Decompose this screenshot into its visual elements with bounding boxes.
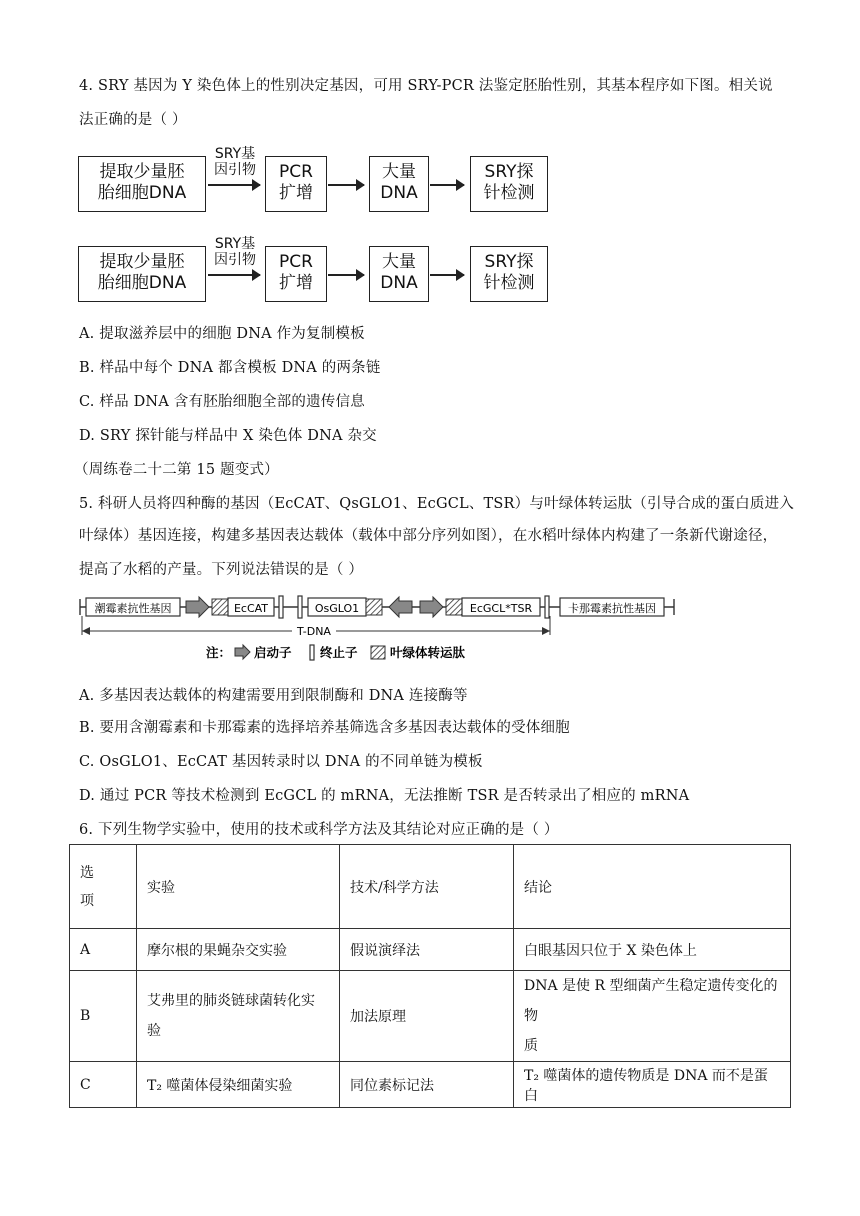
q5-stem-line3: 提高了水稻的产量。下列说法错误的是（ ） xyxy=(79,562,364,578)
header-conclusion: 结论 xyxy=(514,845,791,929)
q4-source-note: （周练卷二十二第 15 题变式） xyxy=(74,462,279,478)
legend-note-prefix: 注： xyxy=(206,645,232,660)
table-row xyxy=(70,1062,791,1108)
eccat-label: EcCAT xyxy=(233,602,269,615)
sry-primer-label: SRY基 因引物 xyxy=(214,146,256,178)
row-conclusion: 白眼基因只位于 X 染色体上 xyxy=(514,929,791,971)
tdna-vector-diagram xyxy=(78,590,678,662)
header-experiment: 实验 xyxy=(137,845,340,929)
extract-dna-box: 提取少量胚 胎细胞DNA xyxy=(78,246,206,302)
legend-promoter-icon xyxy=(235,645,250,659)
terminator-icon xyxy=(279,596,283,618)
terminator-icon xyxy=(298,596,302,618)
sry-probe-box: SRY探 针检测 xyxy=(470,246,548,302)
q4-option-d: D. SRY 探针能与样品中 X 染色体 DNA 杂交 xyxy=(79,428,377,444)
flow-arrow xyxy=(430,274,464,276)
sry-primer-label: SRY基 因引物 xyxy=(214,236,256,268)
row-method: 假说演绎法 xyxy=(340,929,514,971)
header-option: 选 项 xyxy=(70,845,137,929)
q4-flowchart-2 xyxy=(78,236,638,304)
q5-option-a: A. 多基因表达载体的构建需要用到限制酶和 DNA 连接酶等 xyxy=(79,688,468,704)
hyg-gene-label: 潮霉素抗性基因 xyxy=(94,602,172,615)
flow-arrow xyxy=(208,184,260,186)
q6-stem: 6. 下列生物学实验中，使用的技术或科学方法及其结论对应正确的是（ ） xyxy=(79,822,559,838)
q4-flowchart-1 xyxy=(78,146,638,214)
row-method: 加法原理 xyxy=(340,971,514,1062)
ecgcl-tsr-label: EcGCL*TSR xyxy=(469,602,533,615)
transit-peptide-icon xyxy=(366,599,382,615)
row-option: C xyxy=(70,1062,137,1108)
legend-terminator-icon xyxy=(310,645,314,660)
sry-probe-box: SRY探 针检测 xyxy=(470,156,548,212)
promoter-icon xyxy=(420,597,443,617)
row-experiment: 艾弗里的肺炎链球菌转化实 验 xyxy=(137,971,340,1062)
flow-arrow xyxy=(208,274,260,276)
table-header-row xyxy=(70,845,791,929)
row-option: B xyxy=(70,971,137,1062)
q4-option-b: B. 样品中每个 DNA 都含模板 DNA 的两条链 xyxy=(79,360,381,376)
row-experiment: 摩尔根的果蝇杂交实验 xyxy=(137,929,340,971)
osglo1-label: OsGLO1 xyxy=(314,602,360,615)
promoter-icon xyxy=(186,597,209,617)
flow-arrow xyxy=(328,274,364,276)
legend-transit-icon xyxy=(371,646,385,659)
row-method: 同位素标记法 xyxy=(340,1062,514,1108)
q6-answer-table xyxy=(69,844,791,1108)
q5-option-b: B. 要用含潮霉素和卡那霉素的选择培养基筛选含多基因表达载体的受体细胞 xyxy=(79,720,570,736)
q4-option-c: C. 样品 DNA 含有胚胎细胞全部的遗传信息 xyxy=(79,394,365,410)
transit-peptide-icon xyxy=(446,599,462,615)
flow-arrow xyxy=(328,184,364,186)
header-method: 技术/科学方法 xyxy=(340,845,514,929)
row-option: A xyxy=(70,929,137,971)
q4-stem-line1: 4. SRY 基因为 Y 染色体上的性别决定基因，可用 SRY-PCR 法鉴定胚胎性别，其基本程序如下图。相关说 xyxy=(79,78,773,94)
promoter-reverse-icon xyxy=(389,597,412,617)
q5-option-d: D. 通过 PCR 等技术检测到 EcGCL 的 mRNA，无法推断 TSR 是否转录出了相应的 mRNA xyxy=(79,788,690,804)
terminator-icon xyxy=(545,596,549,618)
q5-stem-line1: 5. 科研人员将四种酶的基因（EcCAT、QsGLO1、EcGCL、TSR）与叶绿体转运肽（引导合成的蛋白质进入 xyxy=(79,496,794,512)
pcr-box: PCR 扩增 xyxy=(265,246,327,302)
pcr-box: PCR 扩增 xyxy=(265,156,327,212)
tdna-label: T-DNA xyxy=(297,625,331,638)
row-conclusion: T₂ 噬菌体的遗传物质是 DNA 而不是蛋白 xyxy=(514,1062,791,1108)
q5-option-c: C. OsGLO1、EcCAT 基因转录时以 DNA 的不同单链为模板 xyxy=(79,754,483,770)
q4-option-a: A. 提取滋养层中的细胞 DNA 作为复制模板 xyxy=(79,326,365,342)
legend-transit-label: 叶绿体转运肽 xyxy=(390,645,466,660)
mass-dna-box: 大量 DNA xyxy=(369,246,429,302)
row-conclusion: DNA 是使 R 型细菌产生稳定遗传变化的物 质 xyxy=(514,971,791,1062)
kan-gene-label: 卡那霉素抗性基因 xyxy=(568,602,656,615)
table-row xyxy=(70,971,791,1062)
flow-arrow xyxy=(430,184,464,186)
q5-stem-line2: 叶绿体）基因连接，构建多基因表达载体（载体中部分序列如图），在水稻叶绿体内构建了一条新代谢途径， xyxy=(79,528,778,544)
mass-dna-box: 大量 DNA xyxy=(369,156,429,212)
legend-promoter-label: 启动子 xyxy=(254,645,292,660)
transit-peptide-icon xyxy=(212,599,228,615)
row-experiment: T₂ 噬菌体侵染细菌实验 xyxy=(137,1062,340,1108)
q4-stem-line2: 法正确的是（ ） xyxy=(79,112,187,128)
legend-terminator-label: 终止子 xyxy=(320,645,358,660)
extract-dna-box: 提取少量胚 胎细胞DNA xyxy=(78,156,206,212)
table-row xyxy=(70,929,791,971)
